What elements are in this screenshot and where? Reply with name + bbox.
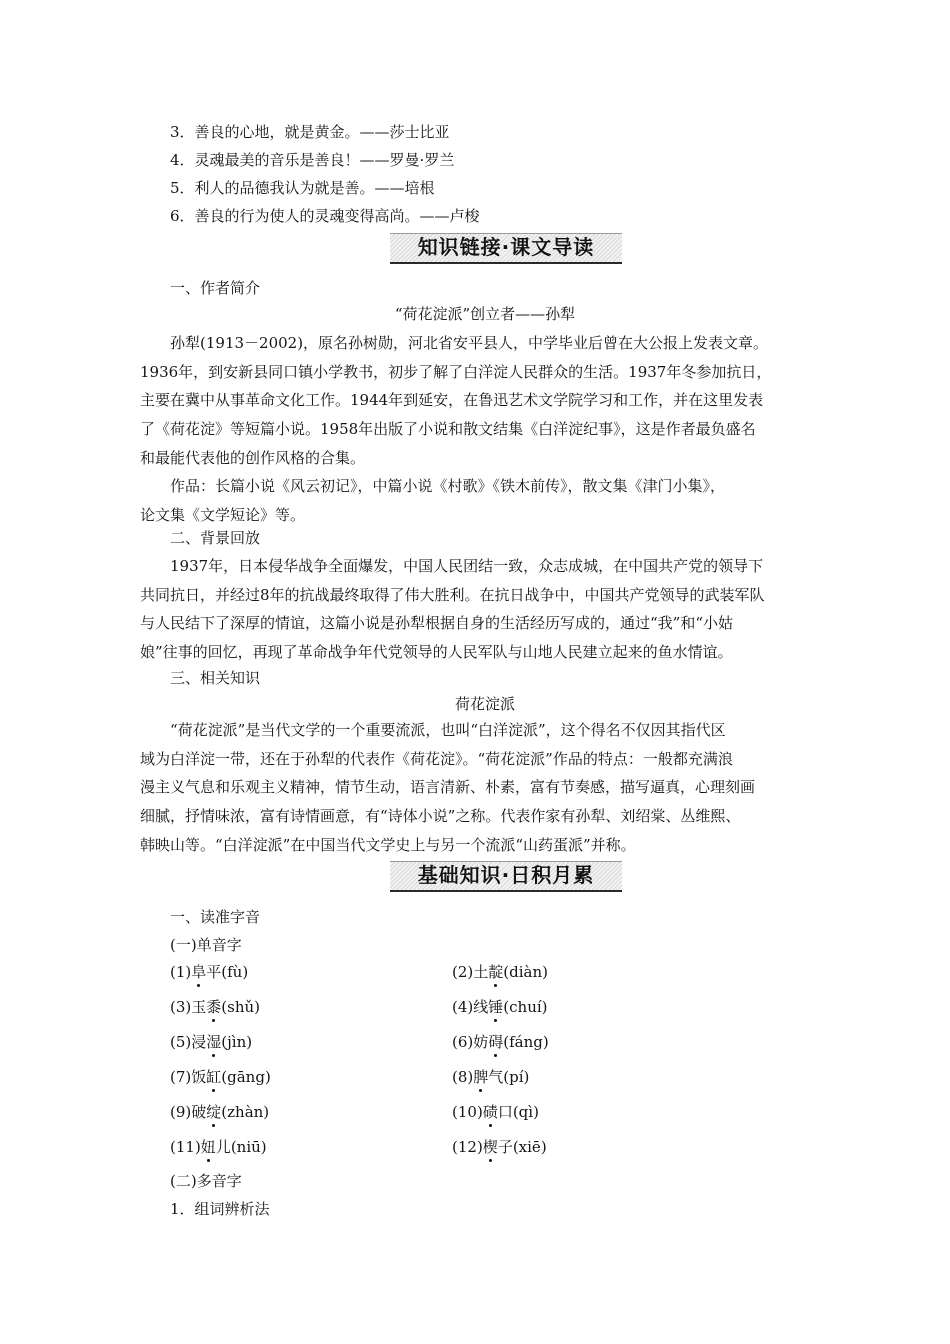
works-paragraph <box>140 472 830 529</box>
background-paragraph <box>140 552 830 667</box>
vocab-number: (10) <box>452 1103 483 1121</box>
vocab-item <box>170 1102 269 1122</box>
vocab-item <box>170 1137 267 1157</box>
vocab-pinyin: (xiē) <box>512 1138 547 1156</box>
vocab-pinyin: (niū) <box>230 1138 267 1156</box>
vocab-char-post: 平 <box>206 963 222 981</box>
vocab-char-dotted: 黍 <box>206 998 222 1016</box>
vocab-char-post: 口 <box>497 1103 513 1121</box>
vocab-item <box>452 1032 549 1052</box>
vocab-char-pre: 饭 <box>191 1068 207 1086</box>
paragraph-line: 1937年，日本侵华战争全面爆发，中国人民团结一致，众志成城，在中国共产党的领导下 <box>170 557 764 575</box>
vocab-item <box>170 1067 271 1087</box>
vocab-char-pre: 浸 <box>191 1033 207 1051</box>
paragraph-line: 作品：长篇小说《风云初记》，中篇小说《村歌》《铁木前传》，散文集《津门小集》， <box>170 477 726 495</box>
section-banner-basic-knowledge <box>390 859 622 891</box>
vocab-number: (8) <box>452 1068 474 1086</box>
quote-5: 5．利人的品德我认为就是善。——培根 <box>170 179 435 197</box>
heading-background: 二、背景回放 <box>170 529 261 547</box>
paragraph-line: 论文集《文学短论》等。 <box>140 505 306 524</box>
vocab-number: (2) <box>452 963 474 981</box>
author-paragraph <box>140 329 830 472</box>
banner-title: 基础知识·日积月累 <box>417 863 595 887</box>
vocab-number: (6) <box>452 1033 474 1051</box>
vocab-char-pre: 玉 <box>191 998 207 1016</box>
vocab-item <box>452 1102 539 1122</box>
vocab-pinyin: (fáng) <box>503 1033 549 1051</box>
vocab-char-dotted: 锤 <box>488 998 504 1016</box>
vocab-char-post: 儿 <box>215 1138 231 1156</box>
quote-6: 6．善良的行为使人的灵魂变得高尚。——卢梭 <box>170 207 480 225</box>
vocab-pinyin: (shǔ) <box>221 998 261 1016</box>
vocab-char-dotted: 缸 <box>206 1068 222 1086</box>
vocab-item <box>170 962 248 982</box>
paragraph-line: 和最能代表他的创作风格的合集。 <box>140 448 366 467</box>
paragraph-line: 孙犁(1913－2002)，原名孙树勋，河北省安平县人，中学毕业后曾在大公报上发表文章。 <box>170 334 769 352</box>
heading-author-intro: 一、作者简介 <box>170 279 261 297</box>
vocab-char-post: 气 <box>488 1068 504 1086</box>
paragraph-line: “荷花淀派”是当代文学的一个重要流派，也叫“白洋淀派”，这个得名不仅因其指代区 <box>170 721 726 739</box>
vocab-char-dotted: 脾 <box>473 1068 489 1086</box>
method-word-grouping: 1．组词辨析法 <box>170 1200 270 1218</box>
vocab-char-post: 子 <box>497 1138 513 1156</box>
vocab-number: (1) <box>170 963 192 981</box>
vocab-item <box>452 1137 547 1157</box>
vocab-number: (9) <box>170 1103 192 1121</box>
subtitle-author: “荷花淀派”创立者——孙犁 <box>394 305 576 323</box>
vocab-pinyin: (zhàn) <box>221 1103 270 1121</box>
vocab-pinyin: (diàn) <box>503 963 548 981</box>
paragraph-line: 域为白洋淀一带，还在于孙犁的代表作《荷花淀》。“荷花淀派”作品的特点：一般都充满浪 <box>140 749 733 768</box>
subtitle-lotus-school: 荷花淀派 <box>454 695 515 713</box>
vocab-char-pre: 线 <box>473 998 489 1016</box>
banner-title: 知识链接·课文导读 <box>417 235 595 259</box>
quote-4: 4．灵魂最美的音乐是善良！——罗曼·罗兰 <box>170 151 455 169</box>
vocab-char-dotted: 阜 <box>191 963 207 981</box>
vocab-number: (12) <box>452 1138 483 1156</box>
vocab-item <box>170 997 260 1017</box>
paragraph-line: 了《荷花淀》等短篇小说。1958年出版了小说和散文结集《白洋淀纪事》，这是作者最负盛名 <box>140 420 756 439</box>
paragraph-line: 细腻，抒情味浓，富有诗情画意，有“诗体小说”之称。代表作家有孙犁、刘绍棠、丛维熙、 <box>140 807 741 826</box>
heading-pronunciation: 一、读准字音 <box>170 908 261 926</box>
paragraph-line: 与人民结下了深厚的情谊，这篇小说是孙犁根据自身的生活经历写成的，通过“我”和“小姑 <box>140 614 734 633</box>
vocab-char-dotted: 碍 <box>488 1033 504 1051</box>
subheading-single-sound: (一)单音字 <box>170 936 242 954</box>
vocab-pinyin: (chuí) <box>503 998 548 1016</box>
vocab-pinyin: (fù) <box>221 963 249 981</box>
vocab-char-dotted: 妞 <box>200 1138 216 1156</box>
vocab-pinyin: (qì) <box>512 1103 539 1121</box>
vocab-char-pre: 土 <box>473 963 489 981</box>
vocab-pinyin: (jìn) <box>221 1033 253 1051</box>
paragraph-line: 共同抗日，并经过8年的抗战最终取得了伟大胜利。在抗日战争中，中国共产党领导的武装军队 <box>140 585 765 604</box>
vocab-pinyin: (pí) <box>503 1068 530 1086</box>
vocab-char-dotted: 湿 <box>206 1033 222 1051</box>
lotus-school-paragraph <box>140 716 830 859</box>
vocab-item <box>170 1032 252 1052</box>
section-banner-knowledge-link <box>390 231 622 263</box>
vocab-char-dotted: 楔 <box>482 1138 498 1156</box>
paragraph-line: 娘”往事的回忆，再现了革命战争年代党领导的人民军队与山地人民建立起来的鱼水情谊。 <box>140 643 733 662</box>
heading-related-knowledge: 三、相关知识 <box>170 669 261 687</box>
paragraph-line: 主要在冀中从事革命文化工作。1944年到延安，在鲁迅艺术文学院学习和工作，并在这里发表 <box>140 391 764 410</box>
vocab-char-pre: 破 <box>191 1103 207 1121</box>
paragraph-line: 漫主义气息和乐观主义精神，情节生动，语言清新、朴素，富有节奏感，描写逼真，心理刻画 <box>140 778 756 797</box>
vocab-number: (3) <box>170 998 192 1016</box>
vocab-number: (7) <box>170 1068 192 1086</box>
vocab-number: (5) <box>170 1033 192 1051</box>
vocab-number: (11) <box>170 1138 201 1156</box>
vocab-number: (4) <box>452 998 474 1016</box>
vocab-item <box>452 997 548 1017</box>
vocab-char-dotted: 碛 <box>482 1103 498 1121</box>
vocab-item <box>452 962 548 982</box>
subheading-multi-sound: (二)多音字 <box>170 1172 242 1190</box>
vocab-pinyin: (gāng) <box>221 1068 271 1086</box>
paragraph-line: 1936年，到安新县同口镇小学教书，初步了解了白洋淀人民群众的生活。1937年冬参加抗日， <box>140 362 772 381</box>
vocab-char-pre: 妨 <box>473 1033 489 1051</box>
vocab-item <box>452 1067 529 1087</box>
paragraph-line: 韩映山等。“白洋淀派”在中国当代文学史上与另一个流派“山药蛋派”并称。 <box>140 835 636 854</box>
vocab-char-dotted: 靛 <box>488 963 504 981</box>
quote-3: 3．善良的心地，就是黄金。——莎士比亚 <box>170 123 450 141</box>
vocab-char-dotted: 绽 <box>206 1103 222 1121</box>
